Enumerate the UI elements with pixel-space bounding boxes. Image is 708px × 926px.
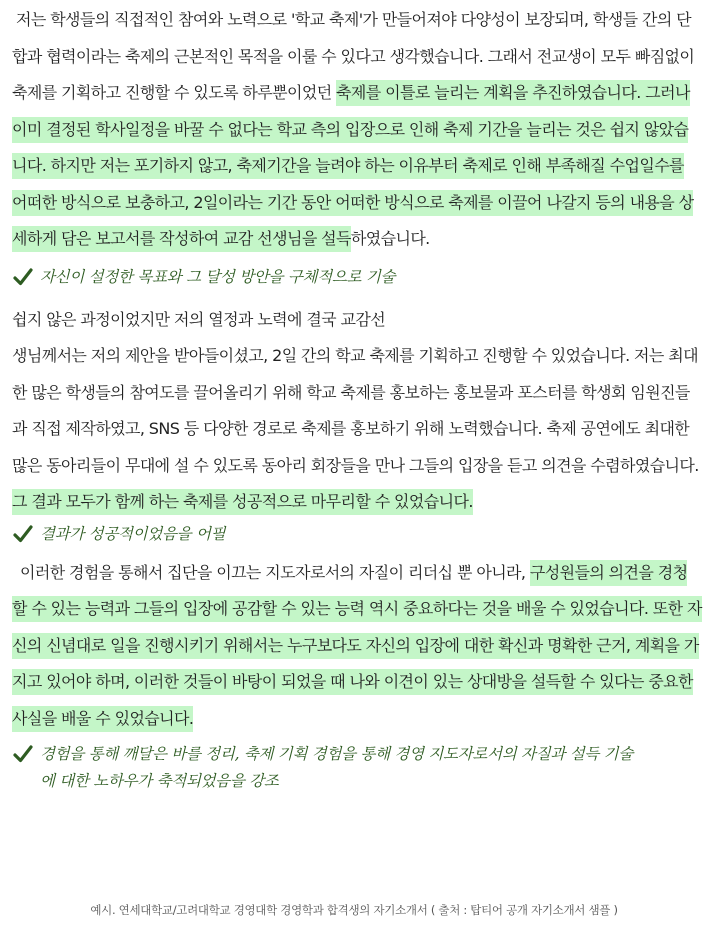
paragraph-2-text: 생님께서는 저의 제안을 받아들이셨고, 2일 간의 학교 축제를 기획하고 진행할 수 있었습니다. 저는 최대한 많은 학생들의 참여도를 끌어올리기 위해 학교 축제를 홍보하는 홍보물과 포스터를 학생회 임원진들과 직접 제작하였고, SNS 등 다양한 경로로 축제를 홍보하기 위해 노력했습니다. 축제 공연에도 최대한 많은 동아리들이 무대에 설 수 있도록 동아리 회장들을 만나 그들의 입장을 듣고 의견을 수렴하였습니다. bbox=[12, 346, 699, 475]
annotation-3 bbox=[12, 741, 702, 795]
annotation-1-text: 자신이 설정한 목표와 그 달성 방안을 구체적으로 기술 bbox=[40, 267, 396, 286]
paragraph-2 bbox=[12, 302, 702, 521]
paragraph-1-text: 저는 학생들의 직접적인 참여와 노력으로 '학교 축제'가 만들어져야 다양성이 보장되며, 학생들 간의 단합과 협력이라는 축제의 근본적인 목적을 이룰 수 있다고 생각했습니다. 그래서 전교생이 모두 빠짐없이 축제를 기획하고 진행할 수 있도록 하루뿐이었던 bbox=[12, 10, 695, 102]
annotation-3-line-1: 경험을 통해 깨달은 바를 정리, 축제 기획 경험을 통해 경영 지도자로서의 자질과 설득 기술 bbox=[40, 745, 634, 763]
paragraph-2-highlight: 그 결과 모두가 함께 하는 축제를 성공적으로 마무리할 수 있었습니다. bbox=[12, 489, 473, 515]
source-caption: 예시. 연세대학교/고려대학교 경영대학 경영학과 합격생의 자기소개서 ( 출처 : 탑티어 공개 자기소개서 샘플 ) bbox=[90, 903, 618, 917]
check-icon bbox=[12, 743, 34, 765]
annotation-3-line-2: 에 대한 노하우가 축적되었음을 강조 bbox=[40, 772, 279, 790]
paragraph-1-highlight: 축제를 이틀로 늘리는 계획을 추진하였습니다. 그러나 이미 결정된 학사일정을 바꿀 수 없다는 학교 측의 입장으로 인해 축제 기간을 늘리는 것은 쉽지 않았습니다. 하지만 저는 포기하지 않고, 축제기간을 늘려야 하는 이유부터 축제로 인해 부족해질 수업일수를 어떠한 방식으로 보충하고, 2일이라는 기간 동안 어떠한 방식으로 축제를 이끌어 나갈지 등의 내용을 상세하게 담은 보고서를 작성하여 교감 선생님을 설득 bbox=[12, 80, 693, 252]
paragraph-2-first-line: 쉽지 않은 과정이었지만 저의 열정과 노력에 결국 교감선 bbox=[12, 309, 386, 329]
paragraph-3-text: 이러한 경험을 통해서 집단을 이끄는 지도자로서의 자질이 리더십 뿐 아니라, bbox=[20, 562, 530, 582]
paragraph-3 bbox=[12, 555, 702, 738]
essay-document bbox=[12, 0, 702, 795]
annotation-1 bbox=[12, 264, 702, 296]
annotation-2-text: 결과가 성공적이었음을 어필 bbox=[40, 524, 226, 543]
paragraph-1 bbox=[12, 0, 702, 258]
paragraph-1-tail: 하였습니다. bbox=[350, 229, 430, 248]
check-icon bbox=[12, 523, 34, 545]
annotation-2 bbox=[12, 521, 702, 553]
paragraph-3-highlight: 구성원들의 의견을 경청할 수 있는 능력과 그들의 입장에 공감할 수 있는 능력 역시 중요하다는 것을 배울 수 있었습니다. 또한 자신의 신념대로 일을 진행시키기 위해서는 누구보다도 자신의 입장에 대한 확신과 명확한 근거, 계획을 가지고 있어야 하며, 이러한 것들이 바탕이 되었을 때 나와 이견이 있는 상대방을 설득할 수 있다는 중요한 사실을 배울 수 있었습니다. bbox=[12, 560, 702, 732]
check-icon bbox=[12, 266, 34, 288]
